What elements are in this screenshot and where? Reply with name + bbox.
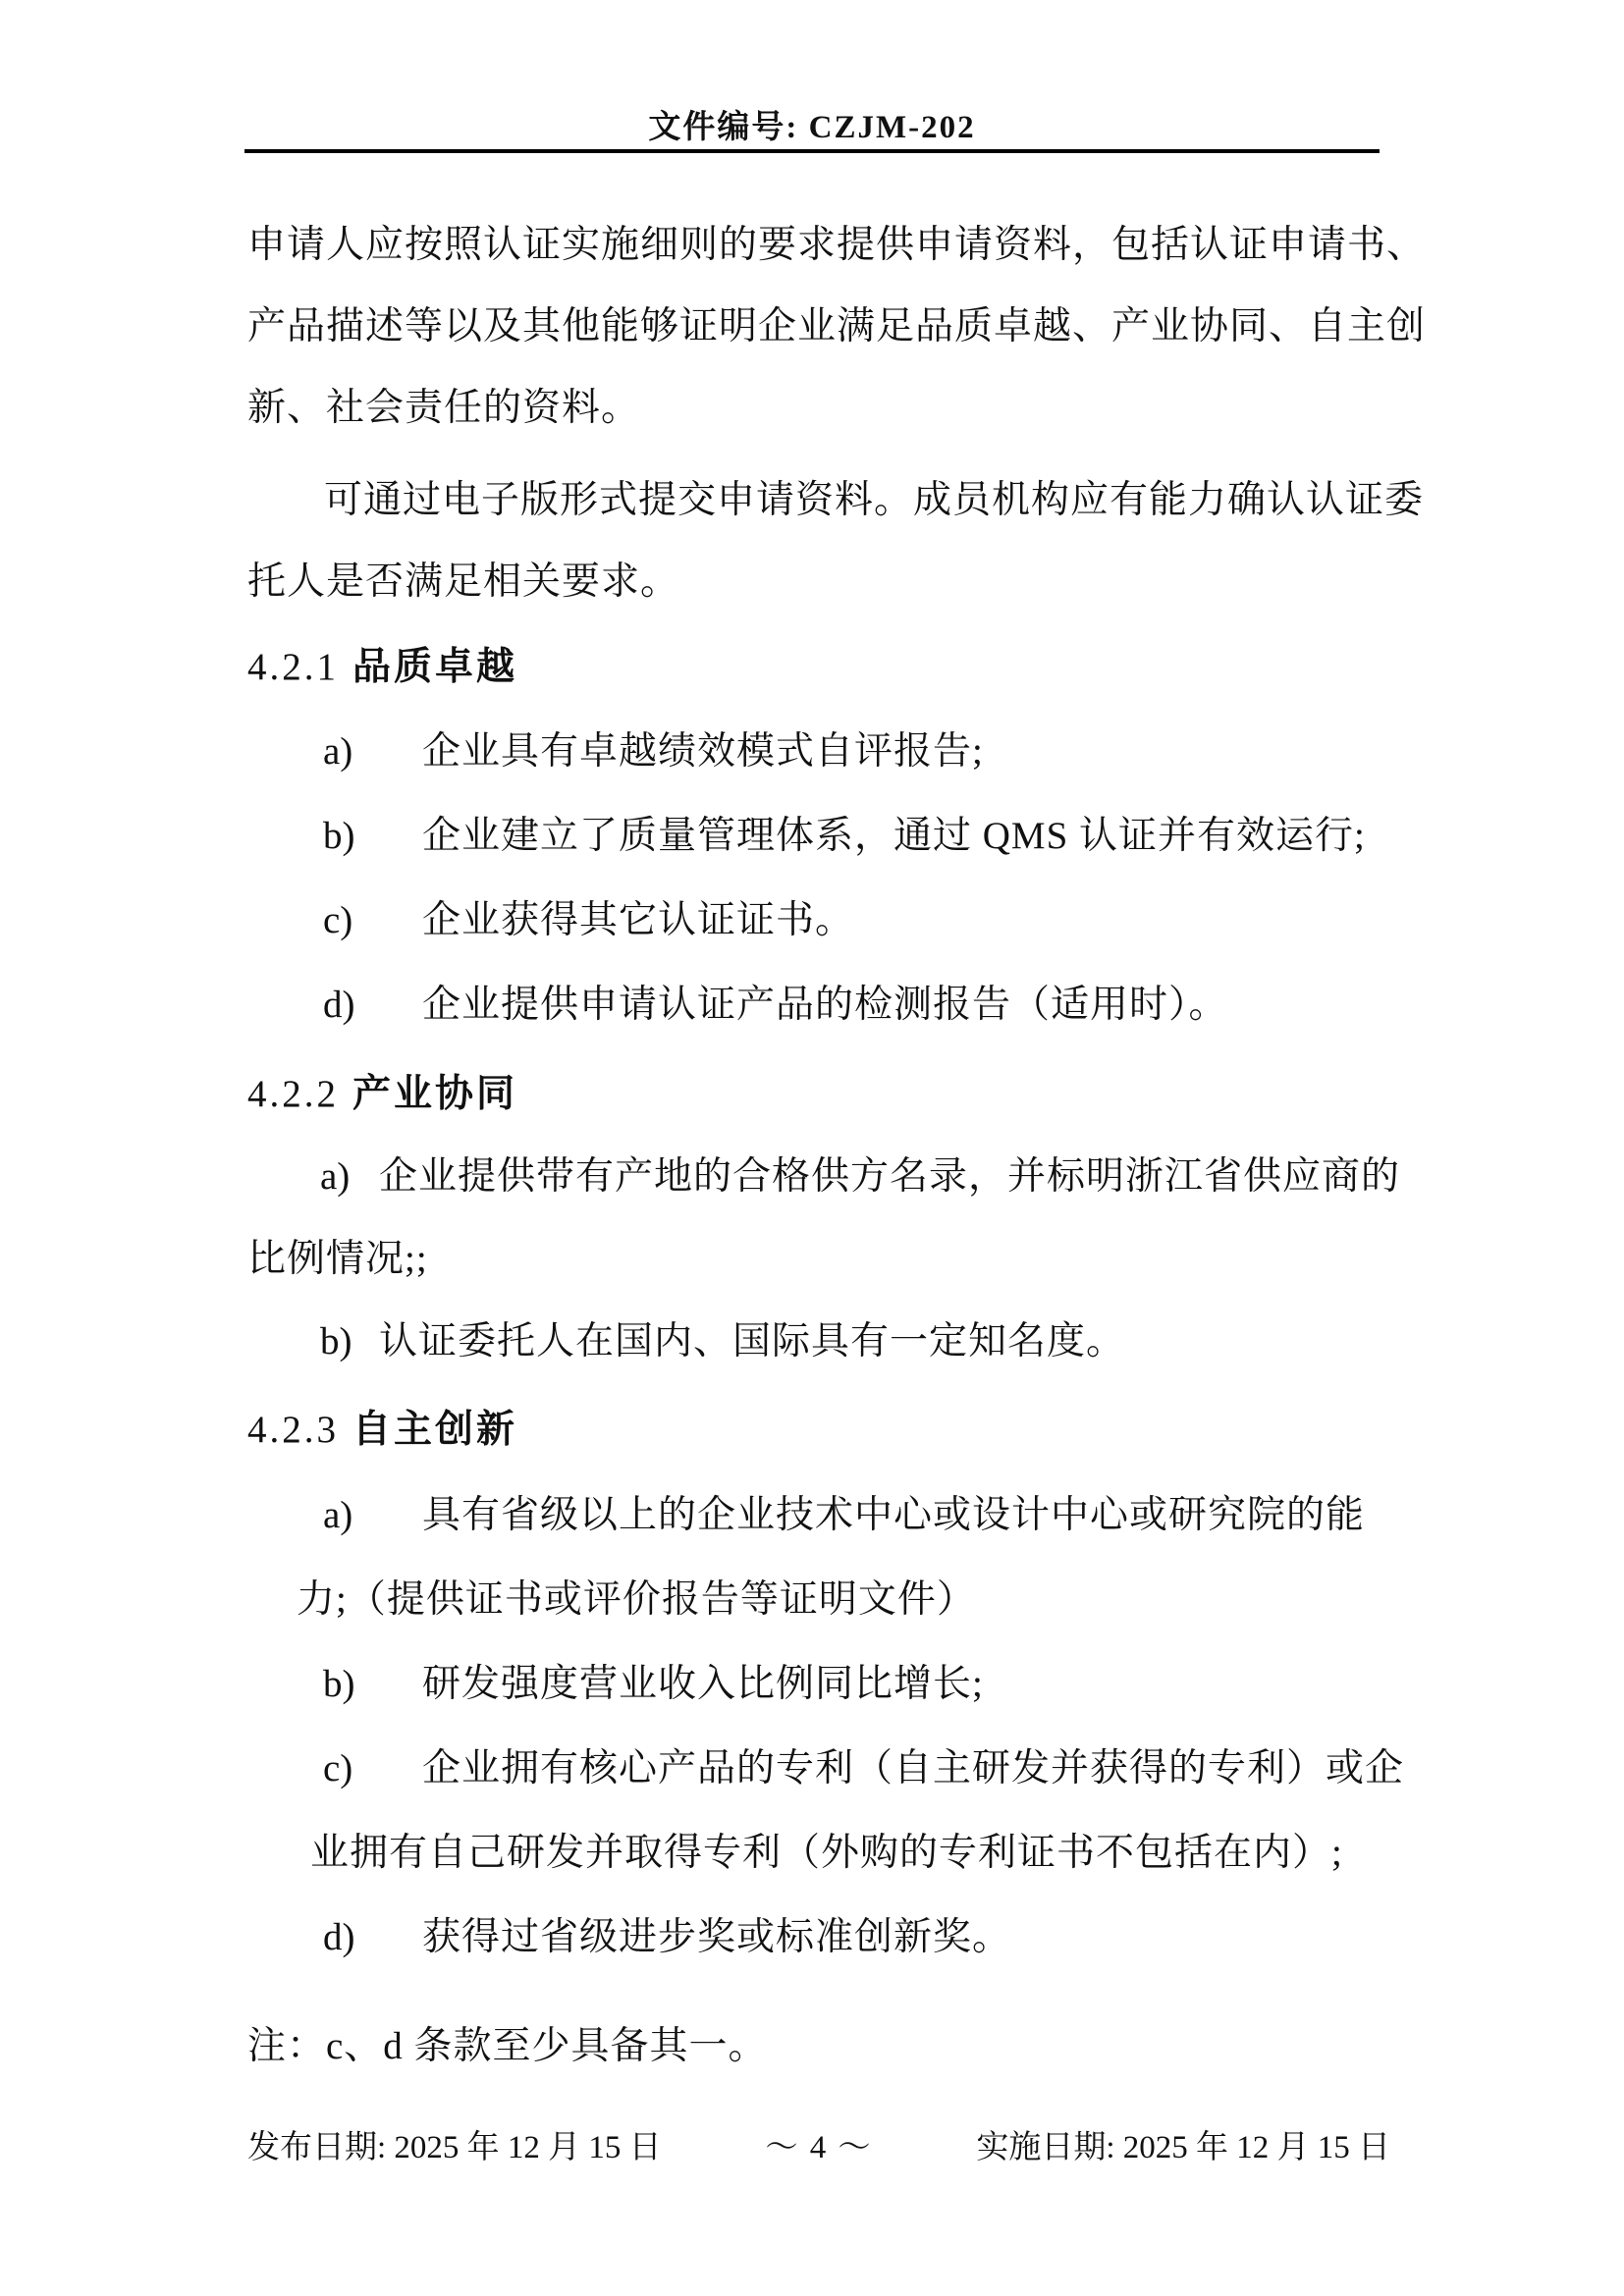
list-item — [247, 1136, 1401, 1218]
list-item — [247, 1473, 1390, 1558]
list-item-text: 企业建立了质量管理体系，通过 QMS 认证并有效运行; — [422, 815, 1366, 857]
note-line: 注：c、d 条款至少具备其一。 — [247, 2025, 768, 2067]
document-body — [247, 0, 1427, 2189]
list-item-text: 企业获得其它认证证书。 — [422, 899, 855, 941]
list-marker: c) — [323, 1747, 353, 1789]
section-4-2-1-items — [247, 710, 1390, 1047]
list-marker: d) — [323, 984, 355, 1026]
list-item — [247, 710, 1390, 794]
list-item-text: 企业拥有核心产品的专利（自主研发并获得的专利）或企 — [422, 1747, 1405, 1789]
section-number: 4.2.1 — [247, 646, 339, 688]
release-date: 发布日期: 2025 年 12 月 15 日 — [247, 2130, 662, 2165]
list-item — [247, 794, 1390, 879]
list-item-text: 企业提供带有产地的合格供方名录，并标明浙江省供应商的 — [379, 1155, 1401, 1198]
list-item-text: 企业提供申请认证产品的检测报告（适用时）。 — [422, 984, 1228, 1026]
paragraph-line: 可通过电子版形式提交申请资料。成员机构应有能力确认认证委 — [324, 479, 1425, 521]
list-marker: b) — [320, 1320, 352, 1362]
doc-number-header: 文件编号: CZJM-202 — [648, 110, 976, 145]
paragraph-line: 新、社会责任的资料。 — [247, 387, 641, 429]
list-item-continuation: 力;（提供证书或评价报告等证明文件） — [297, 1578, 976, 1621]
list-marker: b) — [323, 1663, 355, 1705]
list-item — [247, 1727, 1405, 1811]
list-item-text: 具有省级以上的企业技术中心或设计中心或研究院的能 — [422, 1494, 1366, 1536]
list-item — [247, 1301, 1390, 1383]
paragraph-line: 托人是否满足相关要求。 — [247, 561, 680, 603]
list-marker: a) — [323, 1494, 353, 1536]
list-marker: b) — [323, 815, 355, 857]
paragraph-line: 产品描述等以及其他能够证明企业满足品质卓越、产业协同、自主创 — [247, 305, 1427, 347]
list-item-continuation: 比例情况;; — [247, 1238, 428, 1280]
section-title: 品质卓越 — [352, 646, 518, 688]
list-item — [247, 1896, 1390, 1980]
list-marker: a) — [323, 730, 353, 773]
list-item-text: 企业具有卓越绩效模式自评报告; — [422, 730, 984, 773]
list-item — [247, 879, 1390, 963]
paragraph-1 — [247, 204, 1427, 449]
list-marker: c) — [323, 899, 353, 941]
section-heading-4-2-2 — [247, 1053, 1390, 1136]
list-marker: d) — [323, 1916, 355, 1958]
list-item-text: 认证委托人在国内、国际具有一定知名度。 — [379, 1320, 1126, 1362]
list-item-continuation: 业拥有自己研发并取得专利（外购的专利证书不包括在内）; — [310, 1832, 1343, 1874]
section-number: 4.2.2 — [247, 1073, 339, 1115]
section-4-2-3-items — [247, 1473, 1405, 1980]
section-title: 自主创新 — [352, 1409, 518, 1451]
section-heading-4-2-3 — [247, 1389, 1390, 1471]
list-item — [247, 963, 1390, 1047]
page-number: ～ 4 ～ — [765, 2130, 873, 2165]
implement-date: 实施日期: 2025 年 12 月 15 日 — [976, 2130, 1390, 2165]
section-heading-4-2-1 — [247, 626, 1390, 709]
section-number: 4.2.3 — [247, 1409, 339, 1451]
list-marker: a) — [320, 1155, 351, 1198]
paragraph-2 — [247, 459, 1425, 622]
paragraph-line: 申请人应按照认证实施细则的要求提供申请资料，包括认证申请书、 — [247, 224, 1427, 266]
section-title: 产业协同 — [352, 1073, 518, 1115]
section-4-2-2-items — [247, 1136, 1401, 1383]
list-item-text: 获得过省级进步奖或标准创新奖。 — [422, 1916, 1012, 1958]
document-footer — [247, 2107, 1390, 2189]
list-item — [247, 1642, 1390, 1727]
list-item-text: 研发强度营业收入比例同比增长; — [422, 1663, 984, 1705]
